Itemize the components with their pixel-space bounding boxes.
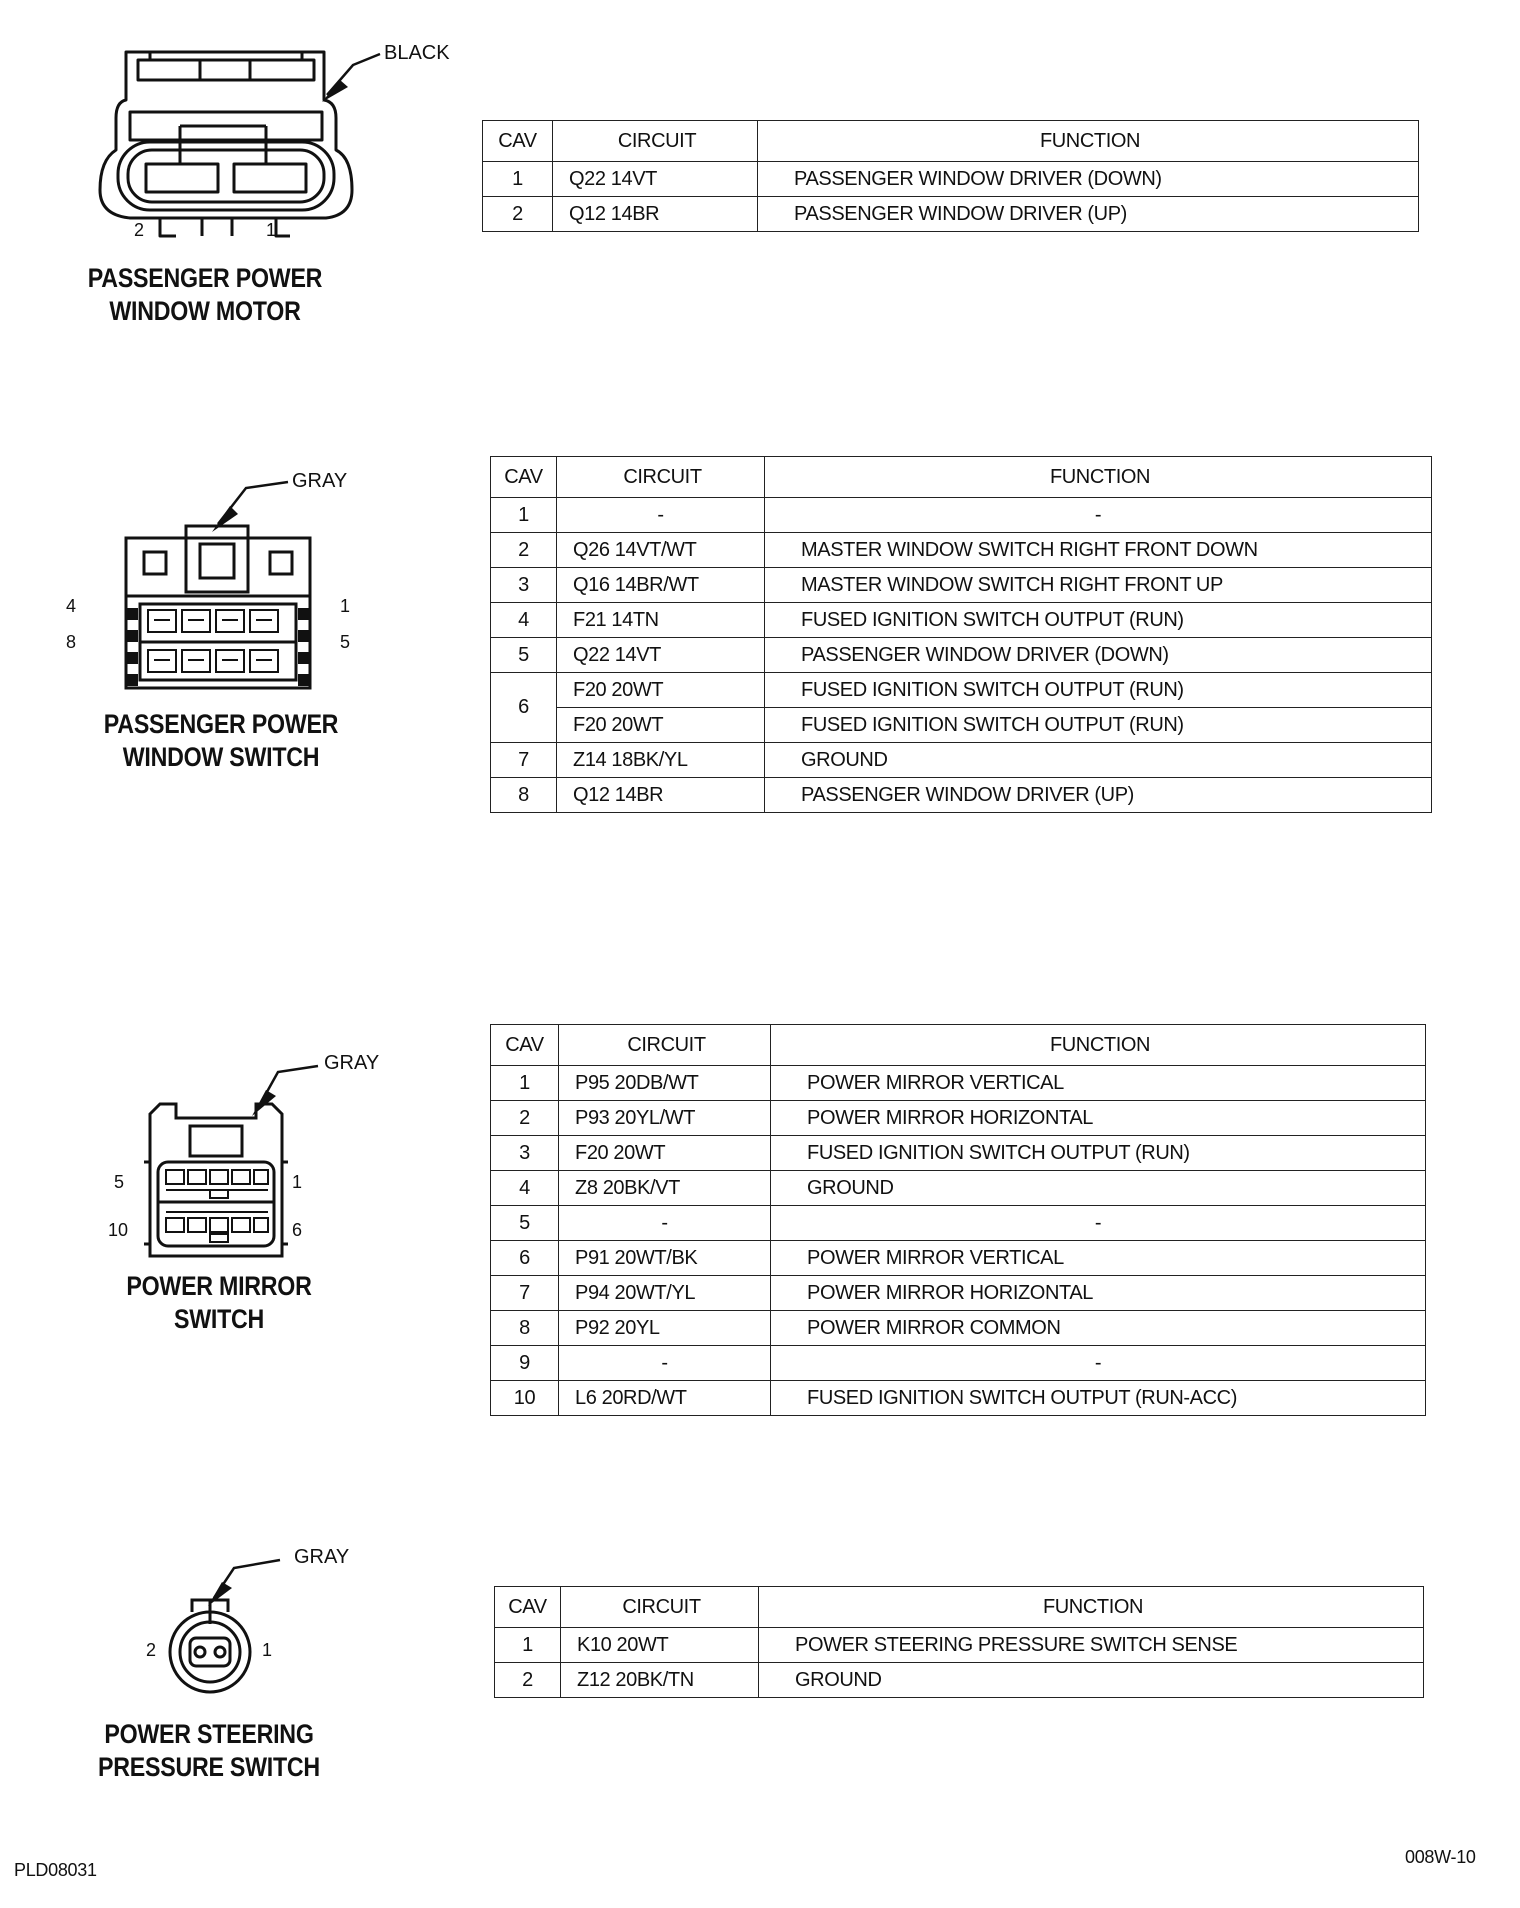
table-row [491, 778, 1432, 813]
cav-cell: 2 [491, 1101, 559, 1136]
connector-diagram-steering-switch [130, 1540, 390, 1710]
cav-cell: 1 [495, 1628, 561, 1663]
table-row [491, 1241, 1426, 1276]
pin-label-5: 5 [114, 1172, 125, 1192]
table-row [491, 1136, 1426, 1171]
connector-title-line: WINDOW MOTOR [109, 296, 301, 326]
pinout-table-mirror-switch [490, 1024, 1426, 1416]
function-cell: PASSENGER WINDOW DRIVER (UP) [765, 778, 1432, 813]
color-label-arrow [100, 1040, 440, 1260]
cav-cell: 9 [491, 1346, 559, 1381]
color-label-arrow [60, 460, 400, 700]
table-row [483, 197, 1419, 232]
connector-title-line: POWER STEERING [104, 1719, 314, 1749]
function-cell: FUSED IGNITION SWITCH OUTPUT (RUN) [765, 603, 1432, 638]
function-cell: GROUND [765, 743, 1432, 778]
circuit-cell: Q26 14VT/WT [557, 533, 765, 568]
cav-cell: 5 [491, 1206, 559, 1241]
function-cell: POWER STEERING PRESSURE SWITCH SENSE [759, 1628, 1424, 1663]
cav-cell: 2 [491, 533, 557, 568]
function-cell: PASSENGER WINDOW DRIVER (DOWN) [765, 638, 1432, 673]
column-header-cav: CAV [491, 1025, 559, 1066]
table-row [495, 1628, 1424, 1663]
table-row [491, 638, 1432, 673]
table-row [491, 743, 1432, 778]
circuit-cell: - [559, 1346, 771, 1381]
table-row [491, 1171, 1426, 1206]
column-header-function: FUNCTION [759, 1587, 1424, 1628]
connector-title-line: WINDOW SWITCH [122, 742, 320, 772]
table-row [491, 1206, 1426, 1241]
color-label: GRAY [294, 1546, 350, 1568]
color-label-arrow [130, 1540, 390, 1710]
cav-cell: 3 [491, 1136, 559, 1171]
cav-cell: 2 [483, 197, 553, 232]
function-cell: PASSENGER WINDOW DRIVER (UP) [758, 197, 1419, 232]
function-cell: - [771, 1206, 1426, 1241]
circuit-cell: F20 20WT [557, 673, 765, 708]
pinout-table-steering-switch [494, 1586, 1424, 1698]
pinout-table-window-switch [490, 456, 1432, 813]
table-row [491, 1311, 1426, 1346]
function-cell: - [765, 498, 1432, 533]
function-cell: GROUND [759, 1663, 1424, 1698]
column-header-cav: CAV [483, 121, 553, 162]
function-cell: MASTER WINDOW SWITCH RIGHT FRONT DOWN [765, 533, 1432, 568]
cav-cell: 1 [491, 1066, 559, 1101]
table-row [483, 162, 1419, 197]
connector-title-line: POWER MIRROR [126, 1271, 312, 1301]
pin-label-1: 1 [262, 1640, 273, 1660]
function-cell: POWER MIRROR HORIZONTAL [771, 1101, 1426, 1136]
column-header-circuit: CIRCUIT [557, 457, 765, 498]
connector-diagram-mirror-switch [100, 1040, 440, 1260]
connector-diagram-window-switch [60, 460, 400, 700]
circuit-cell: P91 20WT/BK [559, 1241, 771, 1276]
cav-cell: 8 [491, 1311, 559, 1346]
connector-title [63, 262, 347, 328]
pin-label-2: 2 [146, 1640, 157, 1660]
circuit-cell: Q12 14BR [553, 197, 758, 232]
column-header-cav: CAV [495, 1587, 561, 1628]
table-row [491, 1276, 1426, 1311]
connector-title [77, 1270, 361, 1336]
cav-cell: 10 [491, 1381, 559, 1416]
function-cell: PASSENGER WINDOW DRIVER (DOWN) [758, 162, 1419, 197]
circuit-cell: F20 20WT [557, 708, 765, 743]
circuit-cell: Q22 14VT [557, 638, 765, 673]
cav-cell: 1 [491, 498, 557, 533]
connector-title [79, 708, 363, 774]
table-row [491, 603, 1432, 638]
column-header-circuit: CIRCUIT [553, 121, 758, 162]
pinout-table-window-motor [482, 120, 1419, 232]
pin-label-1: 1 [266, 220, 277, 240]
color-label: GRAY [324, 1052, 380, 1074]
cav-cell: 8 [491, 778, 557, 813]
cav-cell: 6 [491, 673, 557, 743]
connector-title-line: SWITCH [173, 1304, 265, 1334]
function-cell: GROUND [771, 1171, 1426, 1206]
circuit-cell: P94 20WT/YL [559, 1276, 771, 1311]
cav-cell: 5 [491, 638, 557, 673]
circuit-cell: Z12 20BK/TN [561, 1663, 759, 1698]
function-cell: POWER MIRROR VERTICAL [771, 1066, 1426, 1101]
cav-cell: 2 [495, 1663, 561, 1698]
cav-cell: 7 [491, 1276, 559, 1311]
pin-label-8: 8 [66, 632, 77, 652]
function-cell: POWER MIRROR HORIZONTAL [771, 1276, 1426, 1311]
table-row [491, 708, 1432, 743]
circuit-cell: Q12 14BR [557, 778, 765, 813]
column-header-circuit: CIRCUIT [559, 1025, 771, 1066]
page-code-right: 008W-10 [1405, 1847, 1476, 1867]
connector-title-line: PASSENGER POWER [103, 709, 339, 739]
cav-cell: 3 [491, 568, 557, 603]
figure-code-left: PLD08031 [14, 1860, 97, 1880]
pin-label-4: 4 [66, 596, 77, 616]
connector-diagram-window-motor [90, 40, 450, 240]
function-cell: FUSED IGNITION SWITCH OUTPUT (RUN) [765, 673, 1432, 708]
function-cell: POWER MIRROR COMMON [771, 1311, 1426, 1346]
circuit-cell: P92 20YL [559, 1311, 771, 1346]
connector-title [67, 1718, 351, 1784]
circuit-cell: Z8 20BK/VT [559, 1171, 771, 1206]
circuit-cell: Z14 18BK/YL [557, 743, 765, 778]
cav-cell: 7 [491, 743, 557, 778]
color-label: BLACK [384, 42, 450, 64]
circuit-cell: F21 14TN [557, 603, 765, 638]
table-row [491, 1346, 1426, 1381]
color-label: GRAY [292, 470, 348, 492]
pin-label-1: 1 [292, 1172, 303, 1192]
circuit-cell: Q22 14VT [553, 162, 758, 197]
circuit-cell: Q16 14BR/WT [557, 568, 765, 603]
circuit-cell: - [559, 1206, 771, 1241]
circuit-cell: P95 20DB/WT [559, 1066, 771, 1101]
table-row [491, 1381, 1426, 1416]
table-row [491, 1101, 1426, 1136]
connector-title-line: PRESSURE SWITCH [98, 1752, 320, 1782]
function-cell: MASTER WINDOW SWITCH RIGHT FRONT UP [765, 568, 1432, 603]
circuit-cell: P93 20YL/WT [559, 1101, 771, 1136]
table-row [491, 498, 1432, 533]
column-header-function: FUNCTION [758, 121, 1419, 162]
function-cell: FUSED IGNITION SWITCH OUTPUT (RUN-ACC) [771, 1381, 1426, 1416]
column-header-function: FUNCTION [765, 457, 1432, 498]
column-header-cav: CAV [491, 457, 557, 498]
pin-label-6: 6 [292, 1220, 303, 1240]
circuit-cell: L6 20RD/WT [559, 1381, 771, 1416]
table-row [495, 1663, 1424, 1698]
pin-label-1: 1 [340, 596, 351, 616]
circuit-cell: F20 20WT [559, 1136, 771, 1171]
pin-label-10: 10 [108, 1220, 129, 1240]
column-header-circuit: CIRCUIT [561, 1587, 759, 1628]
table-row [491, 533, 1432, 568]
circuit-cell: - [557, 498, 765, 533]
pin-label-2: 2 [134, 220, 145, 240]
function-cell: FUSED IGNITION SWITCH OUTPUT (RUN) [771, 1136, 1426, 1171]
function-cell: POWER MIRROR VERTICAL [771, 1241, 1426, 1276]
cav-cell: 6 [491, 1241, 559, 1276]
cav-cell: 4 [491, 1171, 559, 1206]
circuit-cell: K10 20WT [561, 1628, 759, 1663]
table-row [491, 568, 1432, 603]
color-label-arrow [90, 40, 450, 240]
column-header-function: FUNCTION [771, 1025, 1426, 1066]
function-cell: FUSED IGNITION SWITCH OUTPUT (RUN) [765, 708, 1432, 743]
pin-label-5: 5 [340, 632, 351, 652]
cav-cell: 4 [491, 603, 557, 638]
cav-cell: 1 [483, 162, 553, 197]
connector-title-line: PASSENGER POWER [87, 263, 323, 293]
function-cell: - [771, 1346, 1426, 1381]
table-row [491, 673, 1432, 708]
table-row [491, 1066, 1426, 1101]
